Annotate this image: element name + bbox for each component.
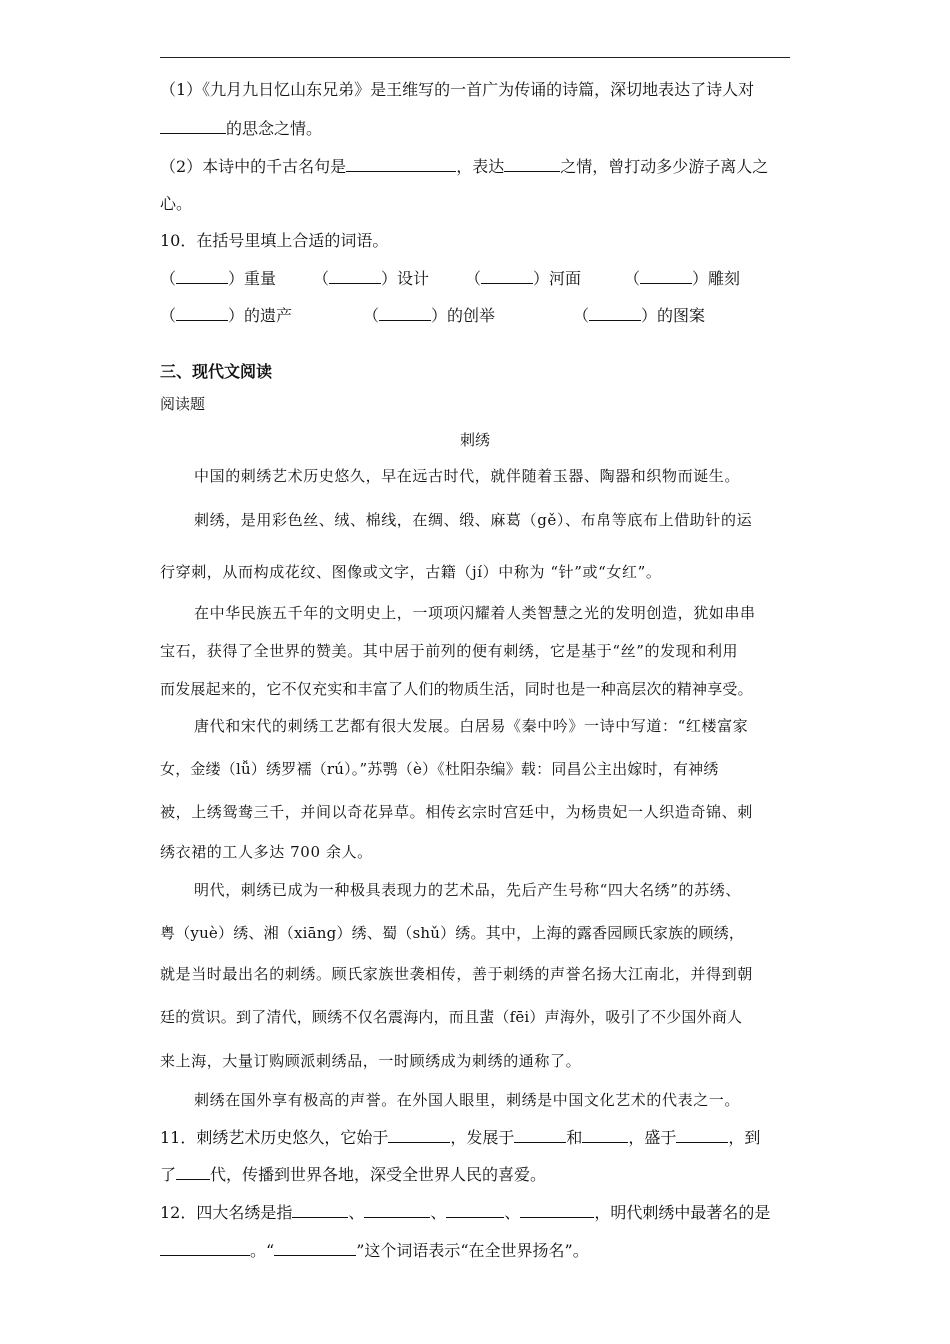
- article-paragraph-3-line3: 而发展起来的，它不仅充实和丰富了人们的物质生活，同时也是一种高层次的精神享受。: [160, 680, 753, 698]
- q10-blank[interactable]: [481, 267, 533, 284]
- q10-prompt: [160, 230, 800, 252]
- q10-item: （ ）的图案: [573, 306, 706, 325]
- q11-text-c: 和: [566, 1128, 583, 1147]
- q9-sub2-text-c: 之情，曾打动多少游子离人之: [560, 157, 769, 176]
- article-paragraph-5-line3: 就是当时最出名的刺绣。顾氏家族世袭相传，善于刺绣的声誉名扬大江南北，并得到朝: [160, 965, 753, 983]
- top-rule: [160, 57, 790, 58]
- q10-prompt-text: 10．在括号里填上合适的词语。: [160, 231, 389, 250]
- q12-blank-4[interactable]: [520, 1201, 594, 1218]
- q10-item: （ ）河面: [465, 269, 582, 288]
- q9-sub1-end: 的思念之情。: [226, 119, 323, 138]
- q11-blank-2[interactable]: [514, 1126, 566, 1143]
- q9-blank-3[interactable]: [504, 155, 560, 172]
- q12-blank-1[interactable]: [292, 1201, 348, 1218]
- q9-sub2-line2: [160, 193, 800, 215]
- q12-text-b: ，明代刺绣中最著名的是: [594, 1203, 771, 1222]
- q11-line1: [160, 1126, 800, 1149]
- q9-blank-2[interactable]: [346, 155, 456, 172]
- q10-blank[interactable]: [176, 304, 228, 321]
- article-paragraph-2-line1: 刺绣，是用彩色丝、绒、棉线，在绸、缎、麻葛（gě）、布帛等底布上借助针的运: [194, 511, 753, 529]
- article-paragraph-5-line4: 廷的赏识。到了清代，顾绣不仅名震海内，而且蜚（fēi）声海外，吸引了不少国外商人: [160, 1008, 743, 1026]
- article-paragraph-3-line1: 在中华民族五千年的文明史上，一项项闪耀着人类智慧之光的发明创造，犹如串串: [194, 604, 756, 622]
- q11-blank-4[interactable]: [676, 1126, 728, 1143]
- article-paragraph-4-line1: 唐代和宋代的刺绣工艺都有很大发展。白居易《秦中吟》一诗中写道：“红楼富家: [194, 717, 749, 735]
- article-paragraph-4-line4: 绣衣裙的工人多达 700 余人。: [160, 843, 373, 861]
- article-paragraph-2-line2: 行穿刺，从而构成花纹、图像或文字，古籍（jí）中称为 “针”或“女红”。: [160, 563, 662, 581]
- q11-text-e: ，到: [728, 1128, 761, 1147]
- q10-item: （ ）设计: [313, 269, 430, 288]
- q10-blank[interactable]: [640, 267, 692, 284]
- q11-blank-1[interactable]: [388, 1126, 450, 1143]
- article-paragraph-6: 刺绣在国外享有极高的声誉。在外国人眼里，刺绣是中国文化艺术的代表之一。: [194, 1091, 741, 1109]
- q9-sub1-line1: [160, 79, 800, 101]
- q12-blank-6[interactable]: [274, 1239, 356, 1256]
- q12-line2: [160, 1239, 800, 1262]
- q11-text-b: ，发展于: [450, 1128, 515, 1147]
- q12-blank-5[interactable]: [160, 1239, 250, 1256]
- q12-line1: 12．四大名绣是指 、 、 、 ，明代刺绣中最著名的是: [160, 1203, 771, 1222]
- q12-text-c: 。“: [250, 1241, 275, 1260]
- q11-text-g: 代，传播到世界各地，深受全世界人民的喜爱。: [210, 1165, 547, 1184]
- q11-line2: [160, 1163, 800, 1186]
- q9-sub2-line1: [160, 155, 800, 178]
- q10-item: （ ）重量: [160, 269, 277, 288]
- q11-text-d: ，盛于: [628, 1128, 677, 1147]
- q9-sub2-text-d: 心。: [160, 194, 193, 213]
- q10-blank[interactable]: [379, 304, 431, 321]
- q11-blank-3[interactable]: [582, 1126, 628, 1143]
- q11-blank-5[interactable]: [176, 1163, 210, 1180]
- q12-blank-3[interactable]: [446, 1201, 504, 1218]
- q10-blank[interactable]: [176, 267, 228, 284]
- article-paragraph-4-line2: 女，金缕（lǚ）绣罗襦（rú）。”苏鹗（è）《杜阳杂编》载：同昌公主出嫁时，有神绣: [160, 760, 719, 778]
- article-paragraph-5-line1: 明代，刺绣已成为一种极具表现力的艺术品，先后产生号称“四大名绣”的苏绣、: [194, 881, 741, 899]
- q11-text-a: 11．刺绣艺术历史悠久，它始于: [160, 1128, 389, 1147]
- q9-sub2-text-a: （2）本诗中的千古名句是: [160, 157, 347, 176]
- q12-blank-2[interactable]: [364, 1201, 430, 1218]
- q10-row-2: [160, 304, 800, 326]
- q10-blank[interactable]: [589, 304, 641, 321]
- section-heading: 三、现代文阅读: [160, 362, 273, 381]
- q9-sub1-text: （1）《九月九日忆山东兄弟》是王维写的一首广为传诵的诗篇，深切地表达了诗人对: [160, 80, 755, 99]
- q10-item: （ ）的遗产: [160, 306, 293, 325]
- q10-item: （ ）雕刻: [624, 269, 741, 288]
- q9-blank-1[interactable]: [160, 117, 226, 134]
- article-paragraph-4-line3: 被，上绣鸳鸯三千，并间以奇花异草。相传玄宗时宫廷中，为杨贵妃一人织造奇锦、刺: [160, 803, 753, 821]
- article-paragraph-5-line5: 来上海，大量订购顾派刺绣品，一时顾绣成为刺绣的通称了。: [160, 1052, 582, 1070]
- article-title: 刺绣: [459, 431, 490, 449]
- q11-text-f: 了: [160, 1165, 177, 1184]
- q10-blank[interactable]: [329, 267, 381, 284]
- article-paragraph-3-line2: 宝石，获得了全世界的赞美。其中居于前列的便有刺绣，它是基于“丝”的发现和利用: [160, 642, 739, 660]
- article-paragraph-1: 中国的刺绣艺术历史悠久，早在远古时代，就伴随着玉器、陶器和织物而诞生。: [194, 467, 741, 485]
- q10-item: （ ）的创举: [363, 306, 496, 325]
- q12-text-d: ”这个词语表示“在全世界扬名”。: [356, 1241, 589, 1260]
- q9-sub1-line2: [160, 117, 800, 140]
- article-paragraph-5-line2: 粤（yuè）绣、湘（xiāng）绣、蜀（shǔ）绣。其中，上海的露香园顾氏家族的顾绣，: [160, 924, 745, 942]
- q9-sub2-text-b: ，表达: [456, 157, 505, 176]
- q12-text-a: 12．四大名绣是指: [160, 1203, 293, 1222]
- q10-row-1: [160, 267, 800, 289]
- section-subheading: 阅读题: [160, 395, 206, 413]
